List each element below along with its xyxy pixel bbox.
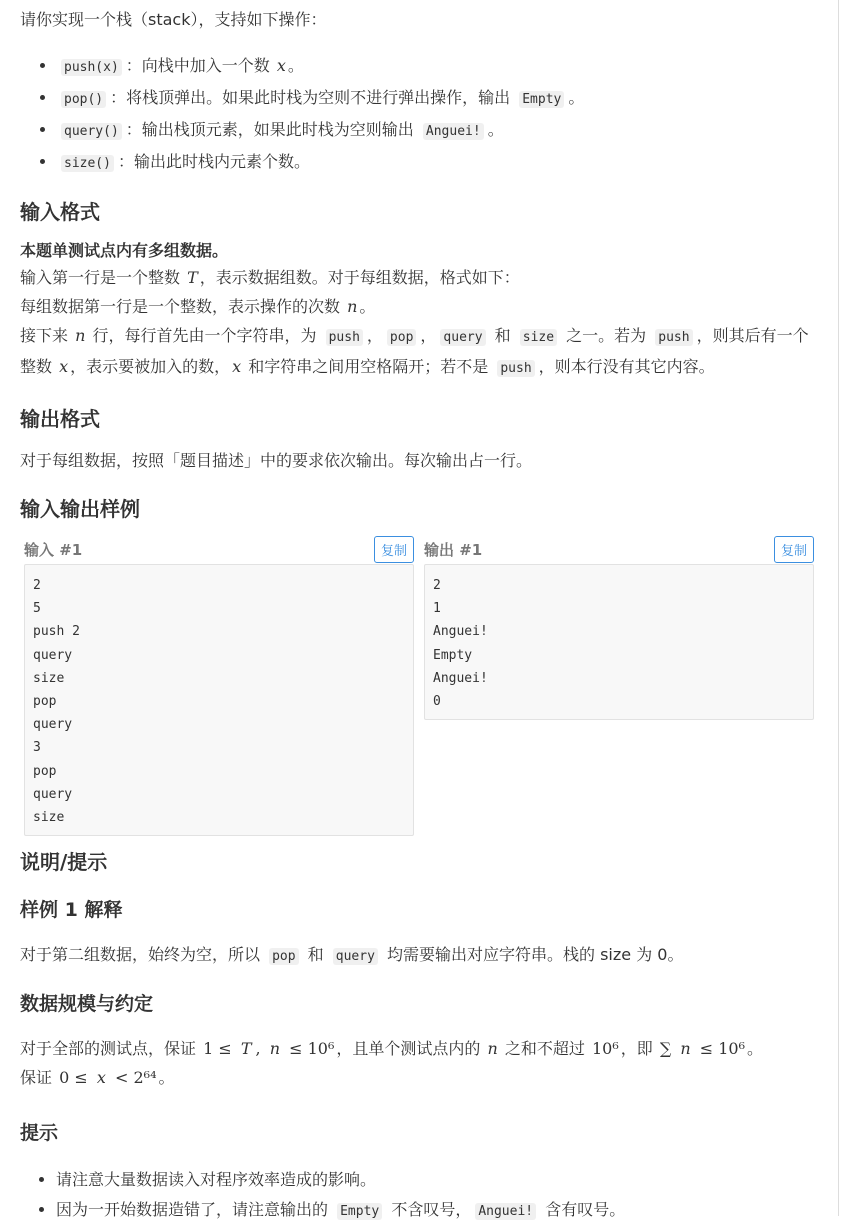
math-var: n bbox=[75, 326, 86, 345]
text: 。 bbox=[287, 56, 304, 75]
inline-code: pop() bbox=[61, 91, 106, 108]
multi-case-note: 本题单测试点内有多组数据。 bbox=[20, 241, 229, 260]
inline-code: push bbox=[655, 329, 692, 346]
text: 含有叹号。 bbox=[540, 1200, 626, 1220]
text: 每组数据第一行是一个整数，表示操作的次数 bbox=[20, 297, 346, 316]
text: 行，每行首先由一个字符串，为 bbox=[87, 326, 322, 345]
operation-list bbox=[20, 51, 820, 179]
input-line bbox=[20, 263, 820, 292]
scrollbar-edge bbox=[838, 0, 839, 1216]
text: 均需要输出对应字符串。栈的 size 为 0。 bbox=[381, 945, 684, 965]
math-var: T bbox=[240, 1039, 252, 1059]
list-item bbox=[57, 83, 820, 115]
tips-heading: 提示 bbox=[20, 1122, 59, 1145]
inline-code: query() bbox=[61, 123, 122, 140]
tips-list bbox=[20, 1165, 820, 1227]
math-var: n bbox=[347, 297, 358, 316]
math-expr: ∑ bbox=[659, 1039, 677, 1059]
sample-output bbox=[424, 534, 814, 836]
copy-output-button[interactable]: 复制 bbox=[774, 536, 814, 563]
text: 。 bbox=[568, 88, 585, 107]
math-var: x bbox=[232, 357, 242, 376]
scale-heading: 数据规模与约定 bbox=[20, 993, 154, 1016]
inline-code: push bbox=[326, 329, 363, 346]
math-expr: 0 ≤ bbox=[59, 1068, 93, 1088]
inline-code: push(x) bbox=[61, 59, 122, 76]
math-var: n bbox=[269, 1039, 281, 1059]
text: 和 bbox=[302, 945, 329, 965]
text: 和 bbox=[489, 326, 516, 345]
problem-content bbox=[20, 0, 820, 1227]
list-item bbox=[56, 1195, 820, 1227]
sample-input bbox=[24, 534, 414, 836]
text: 输入第一行是一个整数 bbox=[20, 268, 186, 287]
math-expr: 1 ≤ bbox=[203, 1039, 237, 1059]
text: 对于全部的测试点，保证 bbox=[20, 1039, 202, 1059]
input-line bbox=[20, 292, 820, 321]
text: 。 bbox=[747, 1039, 764, 1059]
inline-code: Anguei! bbox=[423, 123, 484, 140]
text: ：输出栈顶元素，如果此时栈为空则输出 bbox=[125, 120, 419, 139]
inline-code: pop bbox=[269, 948, 298, 965]
math-var: x bbox=[59, 357, 69, 376]
text: 之和不超过 bbox=[499, 1039, 590, 1059]
input-line bbox=[20, 321, 820, 383]
math-var: n bbox=[487, 1039, 498, 1059]
sample-output-label: 输出 #1 bbox=[424, 540, 483, 559]
text: 不含叹号， bbox=[386, 1200, 472, 1220]
text: ，且单个测试点内的 bbox=[336, 1039, 486, 1059]
scale-line bbox=[20, 1063, 820, 1092]
text: 。 bbox=[487, 120, 504, 139]
text: ， bbox=[366, 326, 383, 345]
explain-text bbox=[20, 940, 820, 971]
text: ：输出此时栈内元素个数。 bbox=[117, 152, 310, 171]
samples-heading: 输入输出样例 bbox=[20, 497, 140, 521]
explain-heading: 样例 1 解释 bbox=[20, 899, 123, 922]
math-expr: < 2⁶⁴ bbox=[109, 1068, 157, 1088]
inline-code: query bbox=[440, 329, 485, 346]
inline-code: size bbox=[520, 329, 557, 346]
list-item bbox=[57, 147, 820, 179]
input-format-heading: 输入格式 bbox=[20, 200, 100, 224]
sample-input-label: 输入 #1 bbox=[24, 540, 83, 559]
text: ，表示要被加入的数， bbox=[70, 357, 231, 376]
math-var: n bbox=[680, 1039, 691, 1059]
text: ：向栈中加入一个数 bbox=[125, 56, 275, 75]
text: 。 bbox=[158, 1068, 175, 1088]
math-expr: , bbox=[255, 1039, 266, 1059]
inline-code: pop bbox=[387, 329, 416, 346]
intro bbox=[20, 5, 820, 34]
list-item bbox=[56, 1165, 820, 1195]
text: 因为一开始数据造错了，请注意输出的 bbox=[56, 1200, 334, 1220]
math-expr: ≤ 10⁶ bbox=[694, 1039, 746, 1059]
text: 请你实现一个栈（stack），支持如下操作： bbox=[20, 10, 327, 29]
inline-code: Empty bbox=[519, 91, 564, 108]
hint-heading: 说明/提示 bbox=[20, 850, 108, 875]
text: 和字符串之间用空格隔开；若不是 bbox=[243, 357, 494, 376]
math-var: x bbox=[96, 1068, 106, 1088]
text: ，则其后有一个整数 bbox=[20, 326, 809, 376]
text: 之一。若为 bbox=[561, 326, 652, 345]
text: ，即 bbox=[620, 1039, 658, 1059]
math-var: T bbox=[187, 268, 198, 287]
math-var: x bbox=[276, 56, 286, 75]
copy-input-button[interactable]: 复制 bbox=[374, 536, 414, 563]
list-item bbox=[57, 115, 820, 147]
text: ，表示数据组数。对于每组数据，格式如下： bbox=[199, 268, 520, 287]
text: 接下来 bbox=[20, 326, 74, 345]
scale-line bbox=[20, 1034, 820, 1063]
math-expr: 10⁶ bbox=[591, 1039, 619, 1059]
text: 对于第二组数据，始终为空，所以 bbox=[20, 945, 266, 965]
text: ：将栈顶弹出。如果此时栈为空则不进行弹出操作，输出 bbox=[110, 88, 516, 107]
text: ， bbox=[420, 326, 437, 345]
output-line bbox=[20, 446, 820, 475]
inline-code: Anguei! bbox=[475, 1203, 536, 1220]
text: 请注意大量数据读入对程序效率造成的影响。 bbox=[56, 1170, 377, 1190]
math-expr: ≤ 10⁶ bbox=[284, 1039, 335, 1059]
text: 对于每组数据，按照「题目描述」中的要求依次输出。每次输出占一行。 bbox=[20, 451, 533, 470]
inline-code: Empty bbox=[337, 1203, 382, 1220]
inline-code: size() bbox=[61, 155, 114, 172]
output-format-heading: 输出格式 bbox=[20, 407, 100, 431]
samples bbox=[24, 534, 820, 836]
sample-input-text[interactable]: 2 5 push 2 query size pop query 3 pop query size bbox=[24, 564, 414, 836]
inline-code: push bbox=[497, 360, 534, 377]
list-item bbox=[57, 51, 820, 83]
text: ，则本行没有其它内容。 bbox=[538, 357, 715, 376]
text: 保证 bbox=[20, 1068, 58, 1088]
sample-output-text[interactable]: 2 1 Anguei! Empty Anguei! 0 bbox=[424, 564, 814, 720]
text: 。 bbox=[359, 297, 376, 316]
inline-code: query bbox=[333, 948, 378, 965]
